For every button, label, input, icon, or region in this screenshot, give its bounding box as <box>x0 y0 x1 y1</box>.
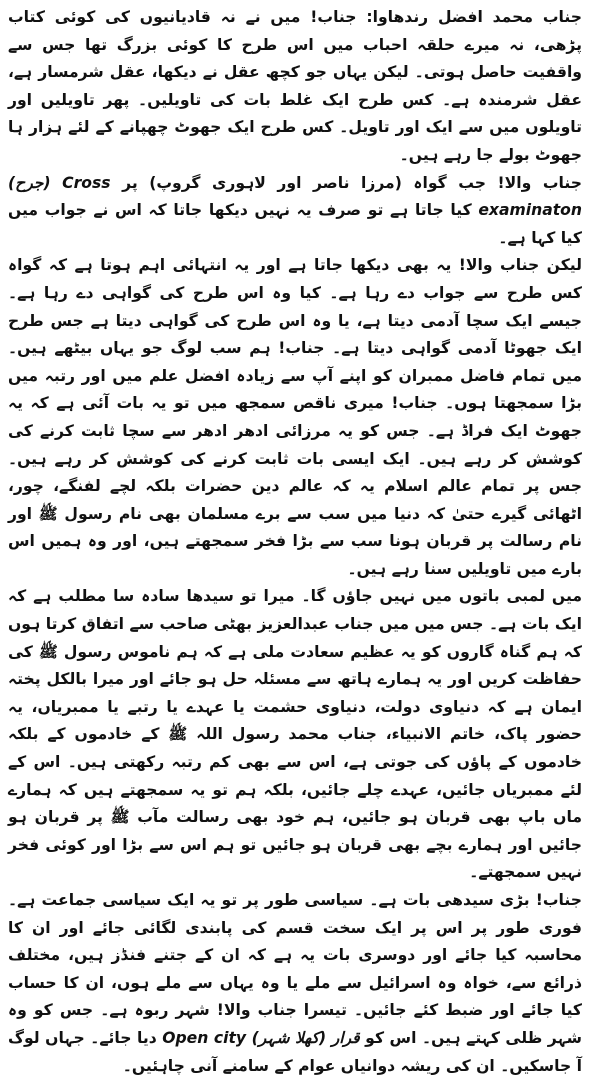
paragraph-5 <box>8 887 582 1080</box>
cross-examination-term: (جرح) Cross examinaton <box>8 173 582 220</box>
paragraph-5-continued: دیا جائے۔ جہاں لوگ آ جاسکیں۔ ان کی ریشہ دوانیاں عوام کے سامنے آنی چاہئیں۔ <box>8 1028 582 1075</box>
paragraph-1: جناب محمد افضل رندھاوا: جناب! میں نے نہ قادیانیوں کی کوئی کتاب پڑھی، نہ میرے حلقہ احباب میں اس طرح کا کوئی بزرگ تھا جس سے واقفیت حاصل ہوتی۔ لیکن یہاں جو کچھ عقل نے دیکھا، عقل شرمسار ہے، عقل شرمندہ ہے۔ کس طرح ایک غلط بات کی تاویلیں۔ پھر تاویلیں اور تاویلوں میں سے ایک اور تاویل۔ کس طرح ایک جھوٹ چھپانے کے لئے ہزار ہا جھوٹ بولے جا رہے ہیں۔ <box>8 8 582 164</box>
paragraph-3: لیکن جناب والا! یہ بھی دیکھا جاتا ہے اور یہ انتہائی اہم ہوتا ہے کہ گواہ کس طرح سے جواب دے رہا ہے۔ کیا وہ اس طرح کی گواہی دے رہا ہے۔ جیسے ایک سچا آدمی دیتا ہے، یا وہ اس طرح کی گواہی دیتا ہے جس طرح ایک جھوٹا آدمی گواہی دیتا ہے۔ جناب! ہم سب لوگ جو یہاں بیٹھے ہیں۔ میں تمام فاضل ممبران کو اپنے آپ سے زیادہ افضل علم میں اور رتبہ میں بڑا سمجھتا ہوں۔ جناب! میری ناقص سمجھ میں تو یہ بات آئی ہے کہ یہ جھوٹ ایک فراڈ ہے۔ جس کو یہ مرزائی ادھر ادھر سے سچا ثابت کرنے کی کوشش کر رہے ہیں۔ ایک ایسی بات ثابت کرنے کی کوشش کر رہے ہیں۔ جس پر تمام عالم اسلام یہ کہ عالم دین حضرات بلکہ لچے لفنگے، چور، اٹھائی گیرے حتیٰ کہ دنیا میں سب سے برے مسلمان بھی نام رسول ﷺ اور نام رسالت پر قربان ہونا سب سے بڑا فخر سمجھتے ہیں، اور وہ ہمیں اس بارے میں تاویلیں سنا رہے ہیں۔ <box>8 256 582 578</box>
paragraph-2-text: جناب والا! جب گواہ (مرزا ناصر اور لاہوری گروپ) پر <box>122 173 583 192</box>
paragraph-4: میں لمبی باتوں میں نہیں جاؤں گا۔ میرا تو سیدھا سادہ سا مطلب ہے کہ ایک بات ہے۔ جس میں میں جناب عبدالعزیز بھٹی صاحب سے اتفاق کرتا ہوں کہ ہم گناہ گاروں کو یہ عظیم سعادت ملی ہے کہ ہم ناموس رسول ﷺ کی حفاظت کریں اور یہ ہمارے ہاتھ سے مسئلہ حل ہو جائے اور میرا بالکل پختہ ایمان ہے کہ دنیاوی دولت، دنیاوی حشمت یا عہدے یا رتبے یا ممبریاں، یہ حضور پاک، خاتم الانبیاء، جناب محمد رسول اللہ ﷺ کے خادموں کے بلکہ خادموں کے پاؤں کی جوتی ہے، اس سے بھی کم رتبہ رکھتی ہیں۔ اس کے لئے ممبریاں جائیں، عہدے چلے جائیں، بلکہ ہم تو یہ سمجھتے ہیں کہ ہمارے ماں باپ بھی قربان ہو جائیں، ہم خود بھی رسالت مآب ﷺ پر قربان ہو جائیں اور ہمارے بچے بھی قربان ہو جائیں تو ہم اس سے بڑا اور کوئی فخر نہیں سمجھتے۔ <box>8 587 582 882</box>
paragraph-2 <box>8 170 582 253</box>
paragraph-2-continued: کیا جاتا ہے تو صرف یہ نہیں دیکھا جاتا کہ اس نے جواب میں کیا کہا ہے۔ <box>8 201 582 247</box>
paragraph-5-text: جناب! بڑی سیدھی بات ہے۔ سیاسی طور پر تو یہ ایک سیاسی جماعت ہے۔ فوری طور پر اس پر ایک سخت قسم کی پابندی لگائی جائے اور ان کا محاسبہ کیا جائے اور دوسری بات یہ ہے کہ ان کے جتنے فنڈز ہیں، مختلف ذرائع سے، خواہ وہ اسرائیل سے ملے یا وہ یہاں سے ملے ہوں، ان کا حساب کیا جائے اور ضبط کئے جائیں۔ تیسرا جناب والا! شہر ربوہ ہے۔ جس کو وہ شہر ظلی کہتے ہیں۔ اس کو <box>8 891 582 1047</box>
open-city-term: Open city (کھلا شہر) قرار <box>162 1028 360 1047</box>
